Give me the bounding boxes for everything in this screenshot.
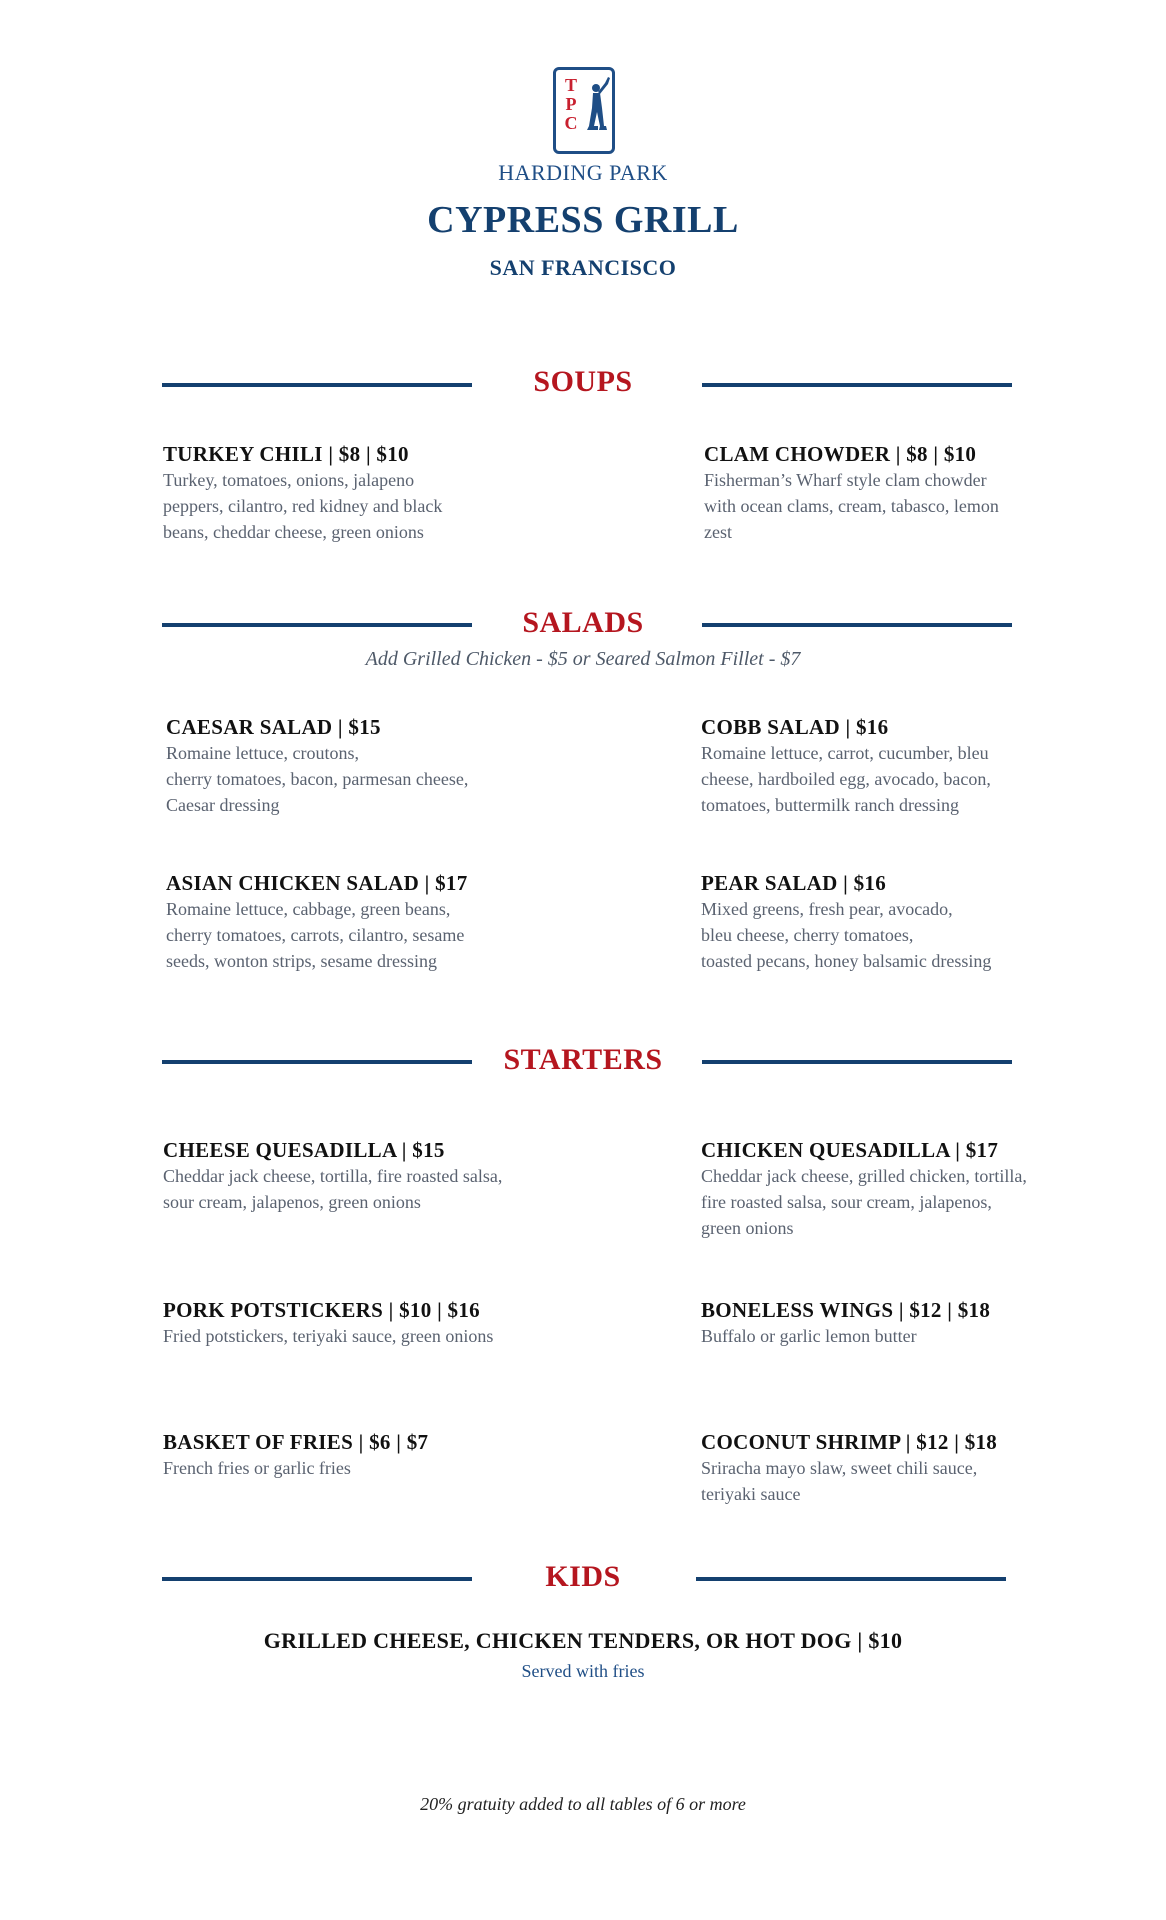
item-title: BASKET OF FRIES | $6 | $7 [163, 1430, 429, 1454]
menu-item [701, 1297, 1101, 1349]
menu-item [163, 441, 523, 545]
item-description: Sriracha mayo slaw, sweet chili sauce, teriyaki sauce [701, 1458, 978, 1504]
item-title: CLAM CHOWDER | $8 | $10 [704, 442, 977, 466]
city-name: SAN FRANCISCO [489, 255, 677, 280]
menu-item [166, 870, 526, 974]
kids-item-description: Served with fries [521, 1661, 645, 1681]
item-description: French fries or garlic fries [163, 1458, 351, 1478]
section-title-soups: SOUPS [533, 365, 633, 398]
kids-item-title: GRILLED CHEESE, CHICKEN TENDERS, OR HOT DOG | $10 [263, 1628, 903, 1653]
item-description: Cheddar jack cheese, tortilla, fire roasted salsa, sour cream, jalapenos, green onions [163, 1166, 503, 1212]
section-title-kids: KIDS [545, 1560, 621, 1593]
restaurant-name: CYPRESS GRILL [427, 199, 739, 241]
item-title: PEAR SALAD | $16 [701, 871, 887, 895]
section-title-salads: SALADS [522, 606, 644, 639]
menu-item [704, 441, 1064, 545]
section-title-starters: STARTERS [503, 1043, 663, 1076]
item-title: COBB SALAD | $16 [701, 715, 889, 739]
venue-name: HARDING PARK [498, 160, 668, 185]
item-title: TURKEY CHILI | $8 | $10 [163, 442, 409, 466]
item-title: CAESAR SALAD | $15 [166, 715, 381, 739]
item-title: CHICKEN QUESADILLA | $17 [701, 1138, 999, 1162]
menu-item [701, 870, 1061, 974]
item-title: CHEESE QUESADILLA | $15 [163, 1138, 445, 1162]
item-description: Turkey, tomatoes, onions, jalapeno peppers, cilantro, red kidney and black beans, cheddar cheese, green onions [163, 470, 443, 542]
salads-add-on-note: Add Grilled Chicken - $5 or Seared Salmon Fillet - $7 [365, 648, 801, 670]
item-description: Cheddar jack cheese, grilled chicken, tortilla, fire roasted salsa, sour cream, jalapenos, green onions [701, 1166, 1027, 1238]
menu-item [166, 714, 526, 818]
menu-item [701, 1137, 1101, 1241]
menu-item [163, 1137, 563, 1215]
menu-item [163, 1429, 563, 1481]
logo-letters: T P C [564, 75, 578, 133]
item-description: Fried potstickers, teriyaki sauce, green onions [163, 1326, 494, 1346]
item-title: BONELESS WINGS | $12 | $18 [701, 1298, 991, 1322]
golfer-icon [578, 74, 614, 148]
item-title: COCONUT SHRIMP | $12 | $18 [701, 1430, 998, 1454]
menu-item [701, 1429, 1101, 1507]
item-description: Buffalo or garlic lemon butter [701, 1326, 917, 1346]
gratuity-note: 20% gratuity added to all tables of 6 or more [420, 1794, 746, 1814]
tpc-logo [553, 67, 615, 154]
item-description: Romaine lettuce, cabbage, green beans, cherry tomatoes, carrots, cilantro, sesame seeds, wonton strips, sesame dressing [166, 899, 465, 971]
item-title: ASIAN CHICKEN SALAD | $17 [166, 871, 468, 895]
menu-item [163, 1297, 563, 1349]
item-description: Romaine lettuce, carrot, cucumber, bleu cheese, hardboiled egg, avocado, bacon, tomatoes, buttermilk ranch dressing [701, 743, 991, 815]
menu-item [701, 714, 1061, 818]
item-title: PORK POTSTICKERS | $10 | $16 [163, 1298, 480, 1322]
item-description: Romaine lettuce, croutons, cherry tomatoes, bacon, parmesan cheese, Caesar dressing [166, 743, 469, 815]
item-description: Mixed greens, fresh pear, avocado, bleu cheese, cherry tomatoes, toasted pecans, honey balsamic dressing [701, 899, 992, 971]
item-description: Fisherman’s Wharf style clam chowder with ocean clams, cream, tabasco, lemon zest [704, 470, 999, 542]
